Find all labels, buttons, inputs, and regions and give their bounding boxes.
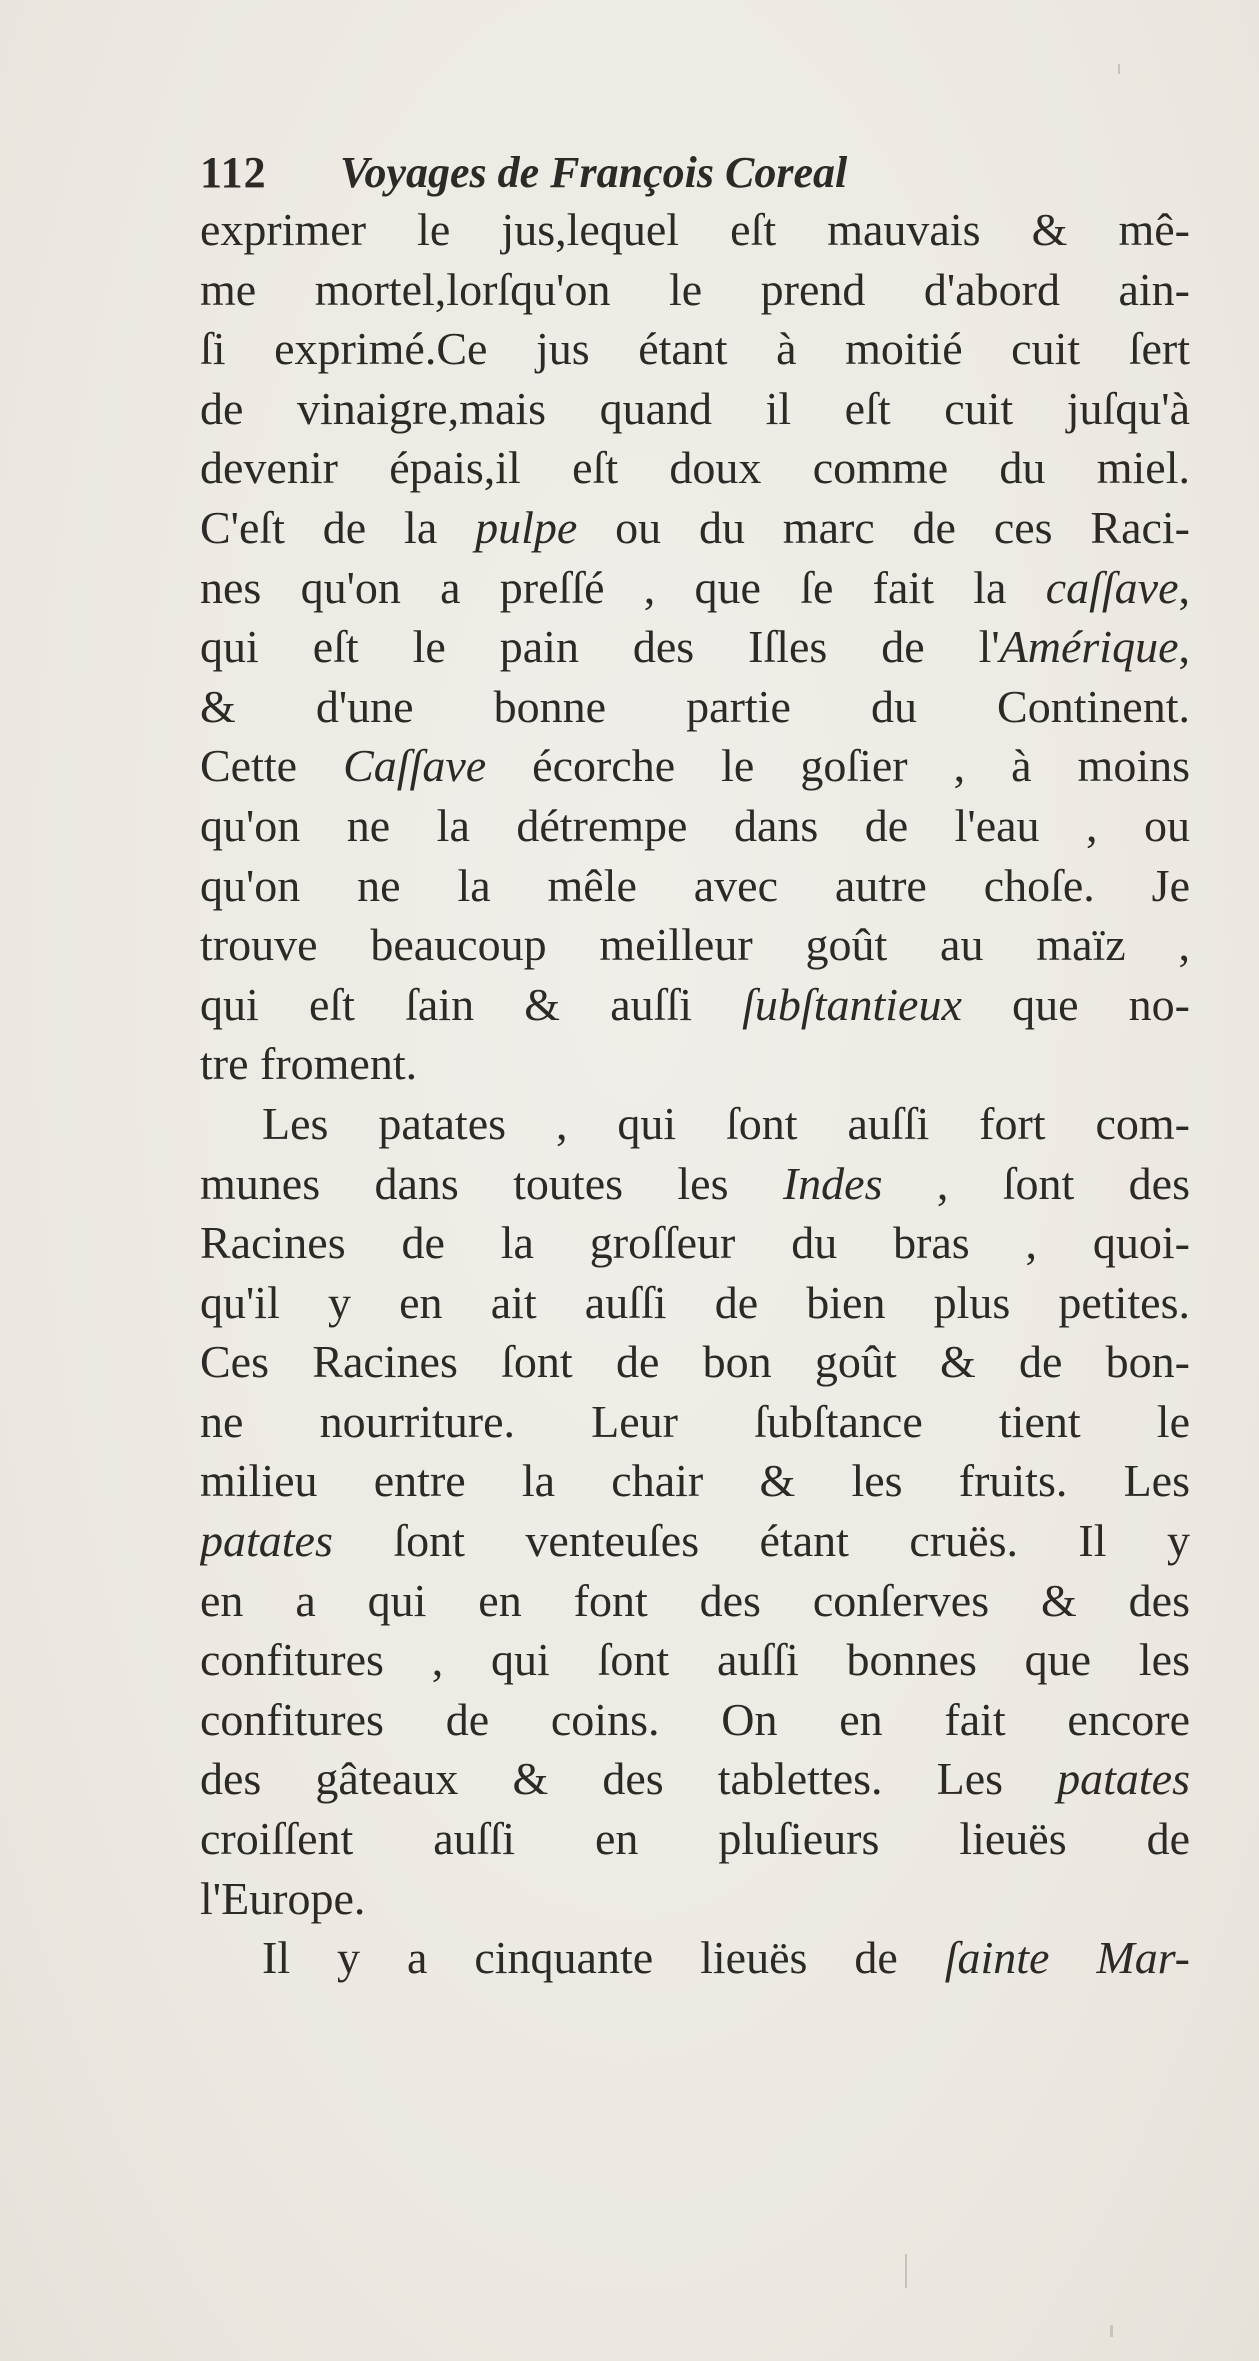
text-roman: l'Europe.: [200, 1872, 366, 1924]
text-line: [200, 1511, 1190, 1571]
paper-speck: [1118, 64, 1120, 74]
text-line: [200, 319, 1190, 379]
text-line: [200, 736, 1190, 796]
text-line: [200, 1809, 1190, 1869]
page-header: [200, 138, 1100, 208]
text-line: [200, 260, 1190, 320]
text-roman: & d'une bonne partie du Continent.: [200, 680, 1190, 732]
text-roman: écorche le goſier , à moins: [486, 740, 1190, 792]
text-roman: me mortel,lorſqu'on le prend d'abord ain-: [200, 263, 1190, 315]
text-roman: C'eſt de la: [200, 501, 476, 553]
text-line: [200, 1392, 1190, 1452]
text-roman: ſi exprimé.Ce jus étant à moitié cuit ſert: [200, 323, 1190, 375]
text-line: [200, 200, 1190, 260]
text-roman: en a qui en font des conſerves & des: [200, 1574, 1190, 1626]
text-line: [200, 1451, 1190, 1511]
text-roman: devenir épais,il eſt doux comme du miel.: [200, 442, 1190, 494]
text-line: [200, 1571, 1190, 1631]
text-line: [200, 1690, 1190, 1750]
text-roman: confitures de coins. On en fait encore: [200, 1693, 1190, 1745]
text-line: [200, 558, 1190, 618]
text-roman: ,: [1178, 561, 1190, 613]
page-number: 112: [200, 148, 267, 197]
text-roman: exprimer le jus,lequel eſt mauvais & mê-: [200, 204, 1190, 255]
text-roman: ne nourriture. Leur ſubſtance tient le: [200, 1395, 1190, 1447]
text-line: [200, 1630, 1190, 1690]
text-line: [200, 1332, 1190, 1392]
text-line: [200, 856, 1190, 916]
text-roman: Racines de la groſſeur du bras , quoi-: [200, 1217, 1190, 1269]
text-roman: qui eſt ſain & auſſi: [200, 978, 743, 1030]
text-italic: pulpe: [475, 501, 578, 553]
text-roman: des gâteaux & des tablettes. Les: [200, 1753, 1058, 1805]
text-line: [200, 677, 1190, 737]
text-roman: ou du marc de ces Raci-: [577, 501, 1190, 553]
text-italic: patates: [1057, 1753, 1190, 1805]
text-italic: Indes: [782, 1157, 883, 1209]
running-head: Voyages de François Coreal: [340, 148, 848, 197]
text-line: [200, 1094, 1190, 1154]
text-line: [200, 1928, 1190, 1988]
text-line: [200, 915, 1190, 975]
text-roman: qu'il y en ait auſſi de bien plus petites.: [200, 1276, 1190, 1328]
text-line: [200, 1869, 1190, 1929]
text-roman: , ſont des: [882, 1157, 1190, 1209]
text-roman: qu'on ne la détrempe dans de l'eau , ou: [200, 799, 1190, 851]
text-italic: caſſave: [1045, 561, 1179, 613]
text-roman: trouve beaucoup meilleur goût au maïz ,: [200, 919, 1190, 971]
text-line: [200, 379, 1190, 439]
text-line: [200, 1273, 1190, 1333]
text-roman: ,: [1178, 621, 1190, 673]
text-roman: croiſſent auſſi en pluſieurs lieuës de: [200, 1813, 1190, 1865]
text-roman: milieu entre la chair & les fruits. Les: [200, 1455, 1190, 1507]
text-roman: Cette: [200, 740, 344, 792]
text-roman: munes dans toutes les: [200, 1157, 783, 1209]
text-line: [200, 1213, 1190, 1273]
text-line: [200, 1749, 1190, 1809]
text-roman: qu'on ne la mêle avec autre choſe. Je: [200, 859, 1190, 911]
text-italic: Amérique: [999, 621, 1179, 673]
text-italic: Caſſave: [343, 740, 487, 792]
text-roman: ſont venteuſes étant cruës. Il y: [332, 1515, 1190, 1567]
text-line: [200, 498, 1190, 558]
text-roman: Ces Racines ſont de bon goût & de bon-: [200, 1336, 1190, 1388]
paper-speck: [1110, 2325, 1113, 2337]
text-roman: de vinaigre,mais quand il eſt cuit juſqu'à: [200, 382, 1190, 434]
text-roman: nes qu'on a preſſé , que ſe fait la: [200, 561, 1046, 613]
text-line: [200, 438, 1190, 498]
text-line: [200, 975, 1190, 1035]
body-text: [200, 200, 1190, 1988]
text-roman: Les patates , qui ſont auſſi fort com-: [262, 1097, 1190, 1149]
text-italic: ſubſtantieux: [742, 978, 962, 1030]
text-italic: patates: [200, 1515, 333, 1567]
text-roman: qui eſt le pain des Iſles de l': [200, 621, 1000, 673]
text-roman: tre froment.: [200, 1038, 418, 1090]
text-line: [200, 1034, 1190, 1094]
text-line: [200, 617, 1190, 677]
text-roman: Il y a cinquante lieuës de: [262, 1932, 945, 1984]
text-italic: ſainte Mar-: [944, 1932, 1190, 1984]
text-roman: que no-: [961, 978, 1190, 1030]
text-roman: confitures , qui ſont auſſi bonnes que les: [200, 1634, 1190, 1686]
text-line: [200, 1154, 1190, 1214]
text-line: [200, 796, 1190, 856]
paper-speck: [905, 2254, 907, 2288]
